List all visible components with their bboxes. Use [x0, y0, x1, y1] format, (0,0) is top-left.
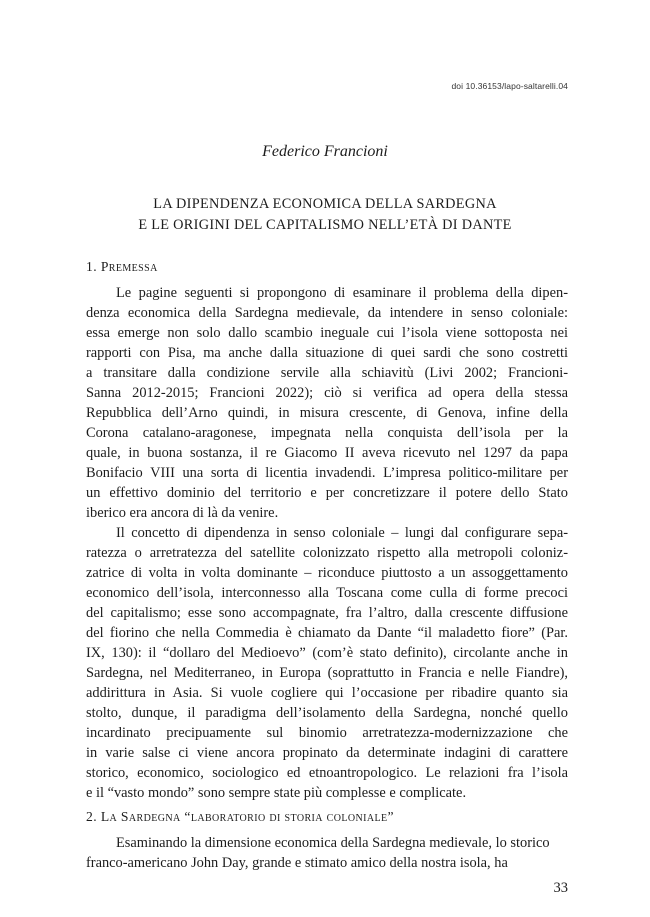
text-line: franco-americano John Day, grande e stimato amico della nostra isola, ha	[86, 855, 508, 871]
section-heading-2	[86, 809, 394, 825]
text-line: un effettivo dominio del territorio e per concretizzare il potere dello Stato	[86, 485, 568, 501]
section-number: 1.	[86, 259, 97, 274]
text-line: incardinato precipuamente sul binomio arretratezza-modernizzazione che	[86, 725, 568, 741]
text-line: Corona catalano-aragonese, impegnata nella conquista dell’isola per la	[86, 425, 568, 441]
text-line: Sanna 2012-2015; Francioni 2022); ciò si verifica ad opera della stessa	[86, 385, 568, 401]
text-line: essa emerge non solo dallo scambio ineguale cui l’isola viene sottoposta nei	[86, 325, 568, 341]
text-line: quale, in buona sostanza, il re Giacomo II aveva ricevuto nel 1297 da papa	[86, 445, 568, 461]
text-line: rapporti con Pisa, ma anche dalla situazione di quei sardi che sono costretti	[86, 345, 568, 361]
chapter-title-line-2: E LE ORIGINI DEL CAPITALISMO NELL’ETÀ DI DANTE	[138, 217, 512, 233]
chapter-title-line-1: LA DIPENDENZA ECONOMICA DELLA SARDEGNA	[153, 196, 497, 212]
text-line: iberico era ancora di là da venire.	[86, 505, 279, 521]
text-line: Esaminando la dimensione economica della Sardegna medievale, lo storico	[116, 835, 550, 851]
text-line: in varie salse ci viene ancora propinato da determinate indagini di carattere	[86, 745, 568, 761]
text-line: Le pagine seguenti si propongono di esaminare il problema della dipen-	[116, 285, 568, 301]
text-line: IX, 130): il “dollaro del Medioevo” (com’è stato definito), circolante anche in	[86, 645, 568, 661]
text-line: Bonifacio VIII una sorta di licentia invadendi. L’impresa politico-militare per	[86, 465, 568, 481]
text-line: storico, economico, sociologico ed etnoantropologico. Le relazioni fra l’isola	[86, 765, 568, 781]
text-line: a transitare dalla condizione servile alla schiavitù (Livi 2002; Francioni-	[86, 365, 568, 381]
section-title: Premessa	[100, 259, 158, 274]
text-line: addirittura in Asia. Si vuole cogliere qui l’occasione per ribadire quanto sia	[86, 685, 568, 701]
section-title: La Sardegna “laboratorio di storia coloniale”	[100, 809, 394, 824]
text-line: stolto, dunque, il paradigma dell’isolamento della Sardegna, nonché quello	[86, 705, 568, 721]
text-line: Il concetto di dipendenza in senso coloniale – lungi dal configurare sepa-	[116, 525, 568, 541]
section-heading-1	[86, 259, 158, 275]
text-line: economico dell’isola, interconnesso alla Toscana come culla di forme precoci	[86, 585, 568, 601]
author-name: Federico Francioni	[262, 143, 388, 160]
text-line: zatrice di volta in volta dominante – riconduce piuttosto a un assoggettamento	[86, 565, 568, 581]
text-line: Sardegna, nel Mediterraneo, in Europa (soprattutto in Francia e nelle Fiandre),	[86, 665, 568, 681]
text-line: e il “vasto mondo” sono sempre state più complesse e complicate.	[86, 785, 467, 801]
text-line: del fiorino che nella Commedia è chiamato da Dante “il maladetto fiore” (Par.	[86, 625, 568, 641]
page-number: 33	[553, 880, 568, 896]
section-number: 2.	[86, 809, 97, 824]
text-line: del capitalismo; esse sono accompagnate, fra l’altro, dalla crescente diffusione	[86, 605, 568, 621]
doi-reference[interactable]: doi 10.36153/lapo-saltarelli.04	[451, 81, 568, 91]
text-line: ratezza o arretratezza del satellite colonizzato rispetto alla metropoli coloniz-	[86, 545, 568, 561]
text-line: denza economica della Sardegna medievale, da intendere in senso coloniale:	[86, 305, 568, 321]
text-line: Repubblica dell’Arno quindi, in misura crescente, di Genova, infine della	[86, 405, 568, 421]
